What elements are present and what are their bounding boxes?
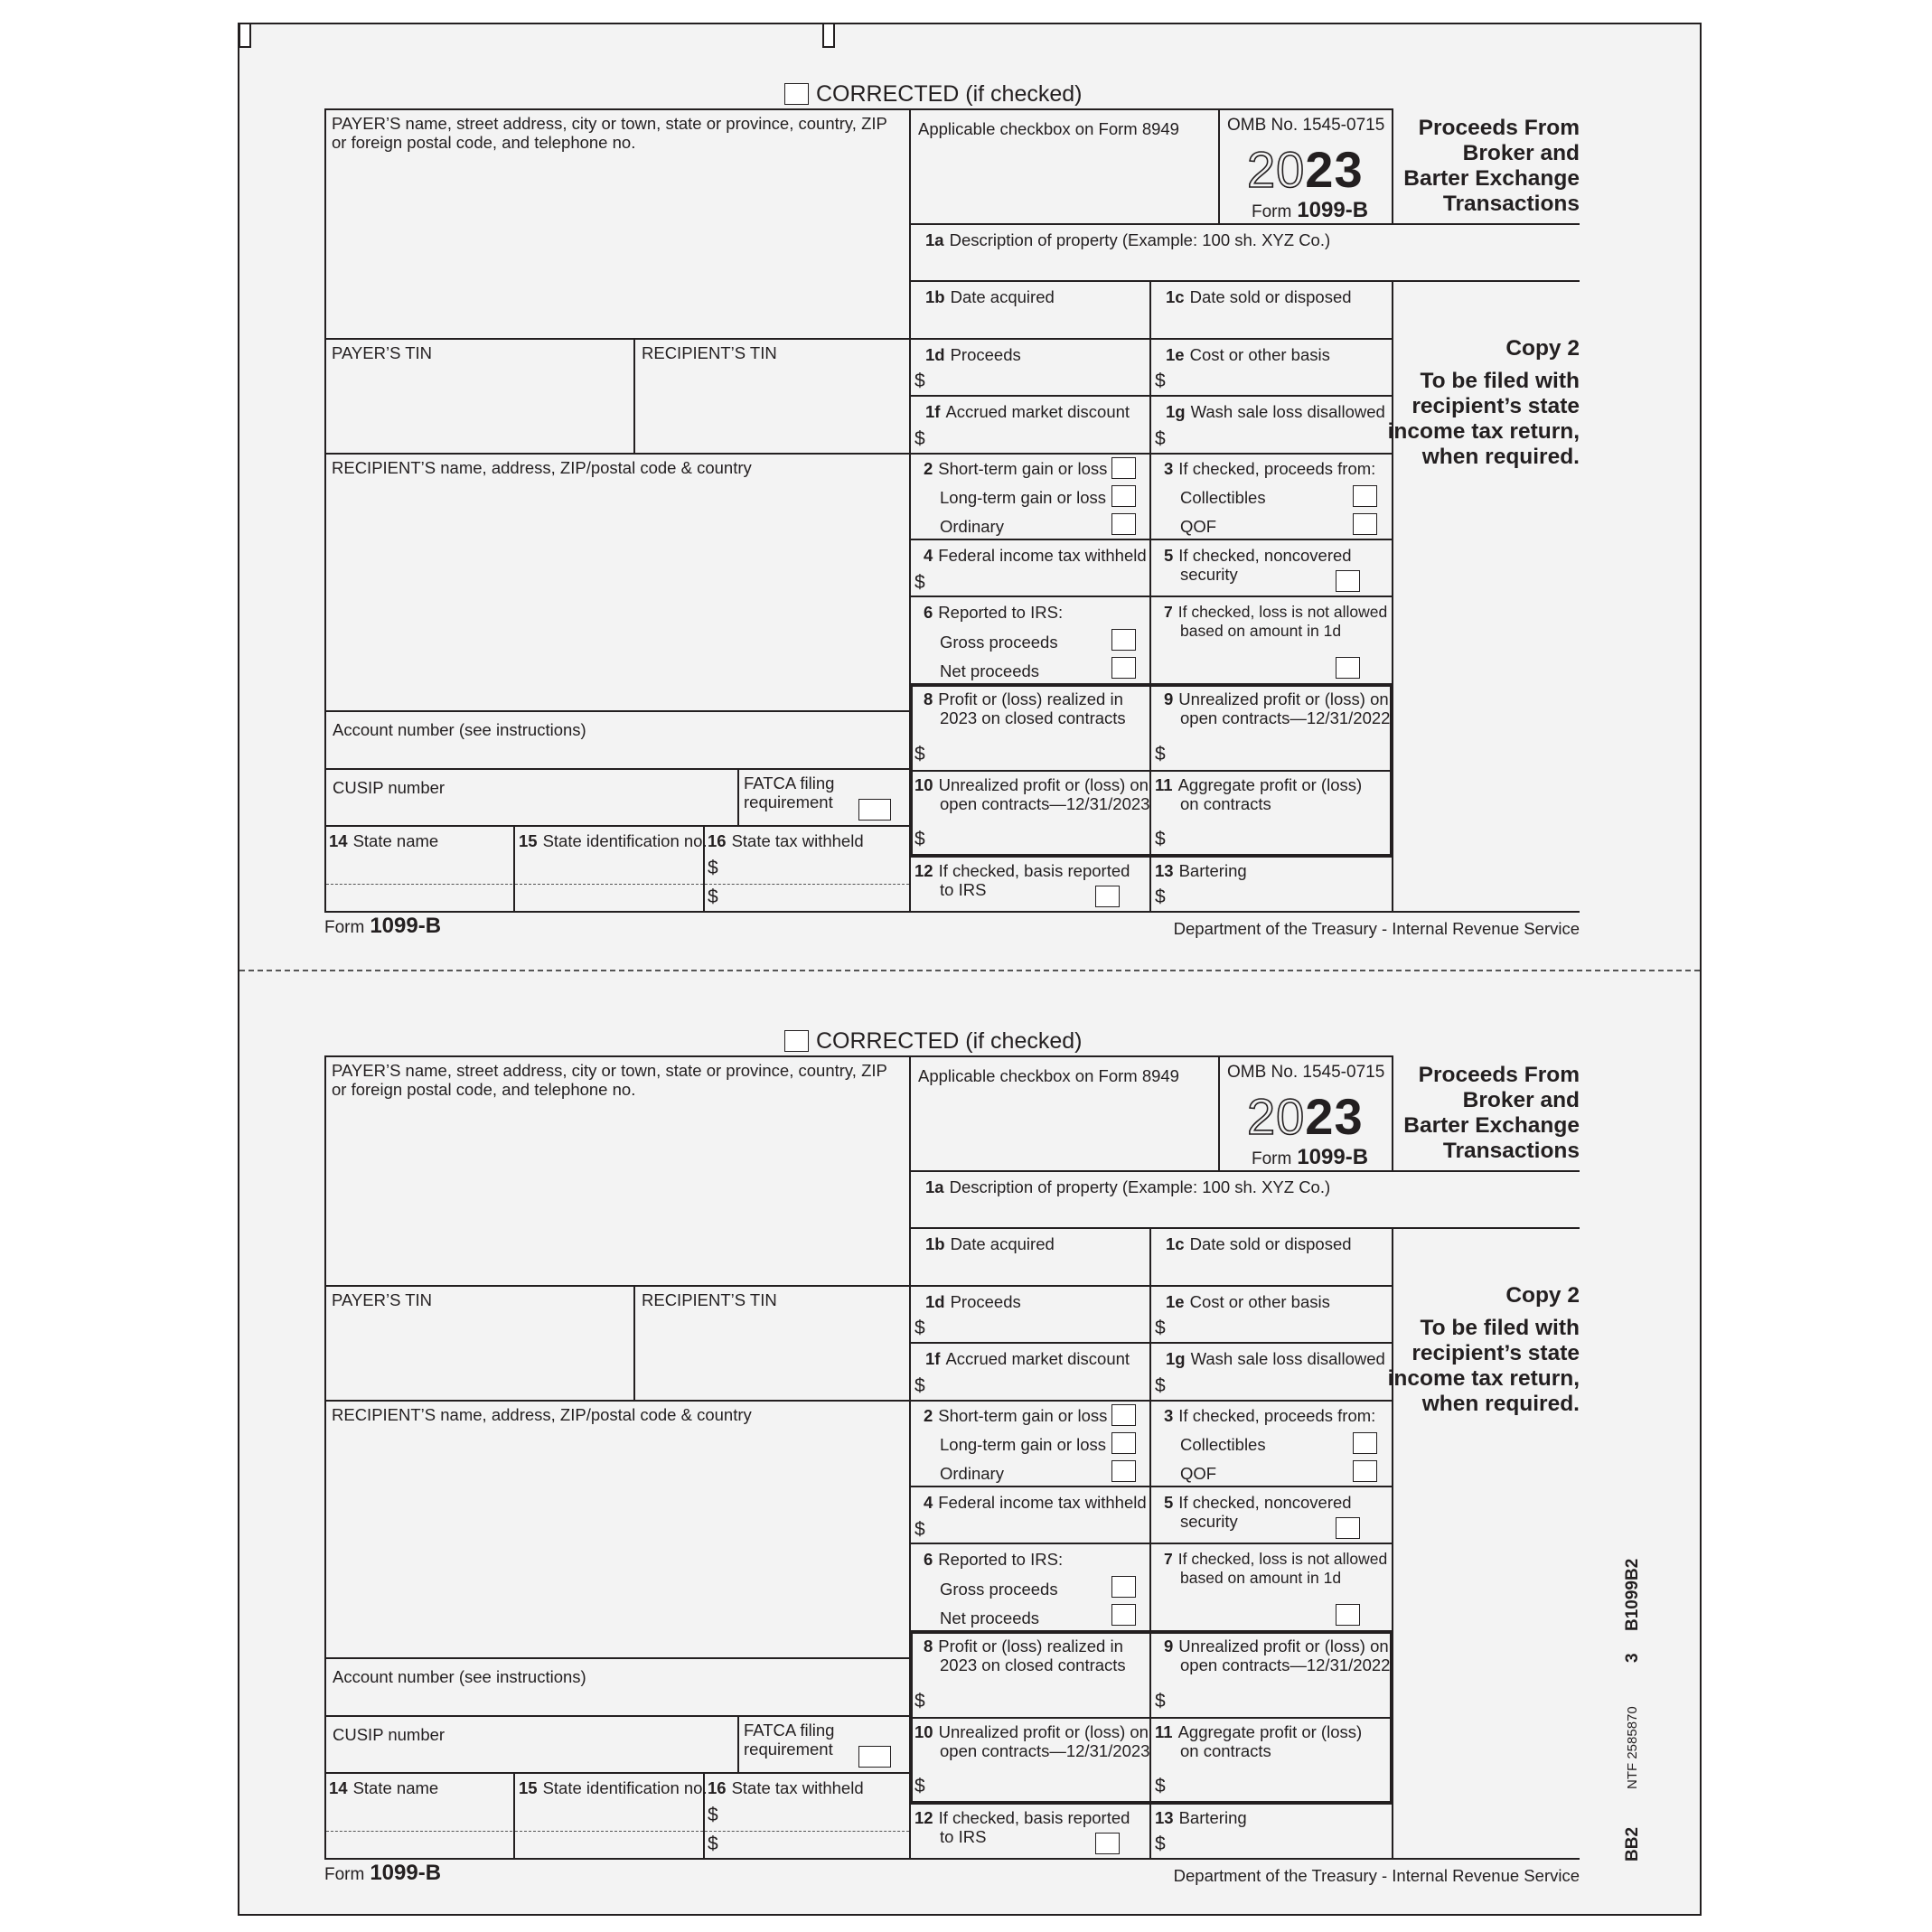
grid-line	[324, 1400, 1393, 1402]
copy-designation	[1388, 1283, 1580, 1417]
box-2-number: 2	[924, 1406, 933, 1425]
grid-line	[909, 1802, 1393, 1804]
form-title-line: Broker and	[1462, 1088, 1580, 1112]
form-number-header	[1252, 198, 1369, 222]
dollar-sign: $	[914, 1519, 925, 1540]
dashed-divider	[515, 1831, 703, 1832]
box-11-label: Aggregate profit or (loss)	[1177, 1722, 1363, 1741]
box-11-number: 11	[1155, 1722, 1173, 1741]
box-3-number: 3	[1164, 1406, 1174, 1425]
box-9-label-2: open contracts—12/31/2022	[1180, 708, 1391, 727]
box-5-label-2: security	[1180, 1512, 1238, 1531]
box-12-label: If checked, basis reported	[938, 861, 1130, 880]
box-10-label-2: open contracts—12/31/2023	[940, 794, 1150, 813]
applicable-checkbox-label: Applicable checkbox on Form 8949	[918, 119, 1179, 138]
box-7-label: If checked, loss is not allowed	[1177, 1550, 1388, 1568]
grid-line	[324, 1657, 911, 1659]
box-6-gross-label: Gross proceeds	[940, 1580, 1058, 1599]
grid-line	[909, 539, 1393, 540]
box-3-number: 3	[1164, 459, 1174, 478]
dollar-sign: $	[1155, 1375, 1166, 1396]
form-title-line: Barter Exchange	[1403, 1113, 1580, 1138]
fatca-label: FATCA filing	[744, 774, 835, 792]
grid-line	[909, 1486, 1393, 1487]
box-9-label: Unrealized profit or (loss) on	[1178, 689, 1389, 708]
short-term-checkbox[interactable]	[1111, 1404, 1136, 1426]
payer-name-label: PAYER’S name, street address, city or town, state or province, country, ZIP	[332, 1061, 887, 1080]
box-16-number: 16	[708, 1778, 727, 1797]
payer-name-label: PAYER’S name, street address, city or town, state or province, country, ZIP	[332, 114, 887, 133]
form-title-line: Barter Exchange	[1403, 166, 1580, 191]
grid-line	[513, 1772, 515, 1860]
grid-line	[324, 911, 1580, 913]
box-1d-number: 1d	[925, 345, 945, 364]
tax-year	[1247, 141, 1364, 198]
grid-line	[909, 1717, 1393, 1719]
box-15-label: State identification no.	[542, 1778, 708, 1797]
copy-instruction-line: recipient’s state	[1411, 394, 1580, 418]
grid-line	[1218, 108, 1220, 224]
form-number: 1099-B	[1297, 198, 1369, 222]
grid-line	[909, 280, 1580, 282]
copy-instruction-line: when required.	[1421, 445, 1580, 469]
grid-line	[513, 825, 515, 913]
box-1b-number: 1b	[925, 1234, 945, 1253]
box-13-label: Bartering	[1178, 861, 1247, 880]
payer-tin-label: PAYER’S TIN	[332, 1290, 433, 1309]
dollar-sign: $	[708, 886, 718, 907]
grid-line	[324, 1772, 911, 1774]
dollar-sign: $	[1155, 829, 1166, 849]
dollar-sign: $	[914, 572, 925, 593]
grid-line	[1218, 1055, 1220, 1171]
box-3-label: If checked, proceeds from:	[1178, 459, 1376, 478]
box-9-number: 9	[1164, 1637, 1174, 1655]
box-1c-number: 1c	[1166, 1234, 1185, 1253]
payer-name-label-2: or foreign postal code, and telephone no.	[332, 133, 636, 152]
loss-not-allowed-checkbox[interactable]	[1336, 1604, 1360, 1626]
collectibles-checkbox[interactable]	[1353, 1432, 1377, 1454]
box-1c-label: Date sold or disposed	[1189, 287, 1352, 306]
box-1g-number: 1g	[1166, 402, 1186, 421]
box-1f-number: 1f	[925, 402, 941, 421]
payer-tin-label: PAYER’S TIN	[332, 343, 433, 362]
box-1d-number: 1d	[925, 1292, 945, 1311]
box-1c-number: 1c	[1166, 287, 1185, 306]
box-11-label: Aggregate profit or (loss)	[1177, 775, 1363, 794]
department-label: Department of the Treasury - Internal Revenue Service	[1173, 1866, 1580, 1885]
box-1g-number: 1g	[1166, 1349, 1186, 1368]
gross-proceeds-checkbox[interactable]	[1111, 1576, 1136, 1598]
dollar-sign: $	[914, 1318, 925, 1338]
qof-checkbox[interactable]	[1353, 1460, 1377, 1482]
box-7-label-2: based on amount in 1d	[1180, 1569, 1342, 1587]
dollar-sign: $	[708, 1834, 718, 1854]
account-number-label: Account number (see instructions)	[333, 1667, 586, 1686]
dollar-sign: $	[914, 1691, 925, 1712]
box-3-collectibles-label: Collectibles	[1180, 1435, 1266, 1454]
box-9-label-2: open contracts—12/31/2022	[1180, 1655, 1391, 1674]
box-3-qof-label: QOF	[1180, 1464, 1217, 1483]
dollar-sign: $	[1155, 1776, 1166, 1796]
grid-line	[324, 1055, 326, 1860]
dollar-sign: $	[914, 744, 925, 764]
copy-designation	[1388, 336, 1580, 470]
box-4-number: 4	[924, 546, 933, 565]
box-12-number: 12	[914, 861, 933, 880]
box-15-label: State identification no.	[542, 831, 708, 850]
dollar-sign: $	[708, 858, 718, 878]
payer-name-label-2: or foreign postal code, and telephone no.	[332, 1080, 636, 1099]
box-14-label: State name	[352, 831, 439, 850]
fatca-checkbox[interactable]	[858, 799, 891, 821]
ordinary-checkbox[interactable]	[1111, 513, 1136, 535]
dashed-divider	[326, 1831, 512, 1832]
box-3-label: If checked, proceeds from:	[1178, 1406, 1376, 1425]
dollar-sign: $	[914, 829, 925, 849]
short-term-checkbox[interactable]	[1111, 457, 1136, 479]
grid-line	[909, 1227, 1580, 1229]
box-6-number: 6	[924, 603, 933, 622]
box-8-label: Profit or (loss) realized in	[938, 1637, 1123, 1655]
box-16-label: State tax withheld	[731, 831, 864, 850]
box-8-label-2: 2023 on closed contracts	[940, 708, 1126, 727]
cusip-label: CUSIP number	[333, 1725, 445, 1744]
box-8-label-2: 2023 on closed contracts	[940, 1655, 1126, 1674]
ordinary-checkbox[interactable]	[1111, 1460, 1136, 1482]
box-7-number: 7	[1164, 1550, 1173, 1568]
form-title-line: Proceeds From	[1418, 1063, 1580, 1087]
box-8-label: Profit or (loss) realized in	[938, 689, 1123, 708]
form-code: B1099B2	[1623, 1558, 1642, 1631]
copy-instruction-line: To be filed with	[1420, 1316, 1580, 1340]
box-6-number: 6	[924, 1550, 933, 1569]
dollar-sign: $	[1155, 744, 1166, 764]
box-1b-label: Date acquired	[950, 1234, 1055, 1253]
dashed-divider	[705, 1831, 909, 1832]
box-1a-number: 1a	[925, 1177, 944, 1196]
grid-line	[909, 223, 1580, 225]
corrected-checkbox[interactable]	[784, 83, 809, 105]
ntf-code: NTF 2585870	[1625, 1706, 1640, 1789]
tax-year-outline: 20	[1247, 141, 1306, 198]
box-8-number: 8	[924, 1637, 933, 1655]
box-1e-label: Cost or other basis	[1189, 345, 1330, 364]
grid-line	[324, 825, 911, 827]
footer-form-id: 1099-B	[370, 914, 442, 938]
box-11-label-2: on contracts	[1180, 1741, 1271, 1760]
box-5-number: 5	[1164, 546, 1174, 565]
grid-line	[324, 338, 1393, 340]
box-11-number: 11	[1155, 775, 1173, 794]
box-3-collectibles-label: Collectibles	[1180, 488, 1266, 507]
grid-line	[324, 1858, 1580, 1860]
form-1099b-copy	[0, 947, 1932, 1896]
grid-line	[324, 1055, 1393, 1057]
grid-line	[324, 768, 911, 770]
grid-line	[324, 710, 911, 712]
footer-form-number	[324, 916, 441, 938]
grid-line	[909, 108, 911, 913]
box-5-label: If checked, noncovered	[1178, 1493, 1352, 1512]
box-1d-label: Proceeds	[950, 345, 1021, 364]
tax-year-bold: 23	[1305, 1088, 1364, 1145]
copy-instruction-line: income tax return,	[1387, 1366, 1580, 1391]
form-code-digit: 3	[1623, 1653, 1642, 1663]
recipient-tin-label: RECIPIENT’S TIN	[642, 343, 777, 362]
box-1f-label: Accrued market discount	[945, 402, 1130, 421]
box-7-number: 7	[1164, 603, 1173, 621]
box-6-label: Reported to IRS:	[938, 603, 1064, 622]
loss-not-allowed-checkbox[interactable]	[1336, 657, 1360, 679]
box-10-number: 10	[914, 775, 933, 794]
recipient-name-label: RECIPIENT’S name, address, ZIP/postal code & country	[332, 458, 752, 477]
grid-line	[909, 1543, 1393, 1544]
long-term-checkbox[interactable]	[1111, 1432, 1136, 1454]
omb-number: OMB No. 1545-0715	[1227, 1063, 1385, 1082]
box-4-label: Federal income tax withheld	[938, 1493, 1147, 1512]
grid-line	[909, 855, 1393, 857]
form-title-line: Transactions	[1442, 1139, 1580, 1163]
grid-line	[909, 770, 1393, 772]
box-15-number: 15	[519, 831, 538, 850]
form-word: Form	[1252, 202, 1292, 221]
box-2-ordinary-label: Ordinary	[940, 1464, 1004, 1483]
box-6-gross-label: Gross proceeds	[940, 633, 1058, 652]
box-7-label: If checked, loss is not allowed	[1177, 603, 1388, 621]
form-title	[1403, 1063, 1580, 1164]
box-4-number: 4	[924, 1493, 933, 1512]
tax-year-bold: 23	[1305, 141, 1364, 198]
form-number: 1099-B	[1297, 1145, 1369, 1169]
box-14-label: State name	[352, 1778, 439, 1797]
box-5-number: 5	[1164, 1493, 1174, 1512]
box-14-number: 14	[329, 831, 348, 850]
grid-line	[909, 395, 1393, 397]
box-3-qof-label: QOF	[1180, 517, 1217, 536]
box-5-label-2: security	[1180, 565, 1238, 584]
dollar-sign: $	[914, 1375, 925, 1396]
dollar-sign: $	[914, 1776, 925, 1796]
dollar-sign: $	[1155, 1318, 1166, 1338]
box-1c-label: Date sold or disposed	[1189, 1234, 1352, 1253]
grid-line	[737, 768, 739, 827]
form-number-header	[1252, 1145, 1369, 1169]
copy-instruction-line: income tax return,	[1387, 419, 1580, 444]
gross-proceeds-checkbox[interactable]	[1111, 629, 1136, 651]
grid-line	[1392, 108, 1393, 224]
dollar-sign: $	[914, 428, 925, 449]
copy-title: Copy 2	[1505, 336, 1580, 361]
box-14-number: 14	[329, 1778, 348, 1797]
box-10-label-2: open contracts—12/31/2023	[940, 1741, 1150, 1760]
corrected-label: CORRECTED (if checked)	[816, 1028, 1083, 1054]
net-proceeds-checkbox[interactable]	[1111, 1604, 1136, 1626]
form-1099b-copy	[0, 0, 1932, 949]
dollar-sign: $	[1155, 886, 1166, 907]
box-1e-label: Cost or other basis	[1189, 1292, 1330, 1311]
box-1d-label: Proceeds	[950, 1292, 1021, 1311]
grid-line	[324, 453, 1393, 455]
grid-line	[1392, 1055, 1393, 1171]
copy-instruction-line: when required.	[1421, 1392, 1580, 1416]
box-16-label: State tax withheld	[731, 1778, 864, 1797]
form-title-line: Broker and	[1462, 141, 1580, 165]
box-2-short-term-label: Short-term gain or loss	[938, 1406, 1108, 1425]
box-9-number: 9	[1164, 689, 1174, 708]
footer-form-id: 1099-B	[370, 1861, 442, 1885]
tax-year	[1247, 1088, 1364, 1145]
recipient-name-label: RECIPIENT’S name, address, ZIP/postal code & country	[332, 1405, 752, 1424]
grid-line	[324, 1285, 1393, 1287]
box-7-label-2: based on amount in 1d	[1180, 622, 1342, 640]
box-1a-number: 1a	[925, 230, 944, 249]
grid-line	[324, 108, 1393, 110]
box-9-label: Unrealized profit or (loss) on	[1178, 1637, 1389, 1655]
noncovered-checkbox[interactable]	[1336, 1517, 1360, 1539]
box-13-number: 13	[1155, 861, 1174, 880]
footer-form-word: Form	[324, 918, 365, 937]
box-6-net-label: Net proceeds	[940, 1608, 1040, 1627]
department-label: Department of the Treasury - Internal Revenue Service	[1173, 919, 1580, 938]
box-8-number: 8	[924, 689, 933, 708]
box-12-label: If checked, basis reported	[938, 1808, 1130, 1827]
collectibles-checkbox[interactable]	[1353, 485, 1377, 507]
applicable-checkbox-label: Applicable checkbox on Form 8949	[918, 1066, 1179, 1085]
copy-instruction-line: recipient’s state	[1411, 1341, 1580, 1365]
grid-line	[324, 1715, 911, 1717]
box-13-label: Bartering	[1178, 1808, 1247, 1827]
box-2-short-term-label: Short-term gain or loss	[938, 459, 1108, 478]
box-11-label-2: on contracts	[1180, 794, 1271, 813]
corrected-checkbox[interactable]	[784, 1030, 809, 1052]
grid-line	[324, 108, 326, 913]
box-1e-number: 1e	[1166, 345, 1185, 364]
copy-title: Copy 2	[1505, 1283, 1580, 1308]
fatca-label-2: requirement	[744, 792, 833, 811]
box-2-ordinary-label: Ordinary	[940, 517, 1004, 536]
grid-line	[633, 338, 635, 454]
box-1e-number: 1e	[1166, 1292, 1185, 1311]
box-16-number: 16	[708, 831, 727, 850]
recipient-tin-label: RECIPIENT’S TIN	[642, 1290, 777, 1309]
grid-line	[909, 1170, 1580, 1172]
box-5-label: If checked, noncovered	[1178, 546, 1352, 565]
form-title	[1403, 116, 1580, 217]
box-6-net-label: Net proceeds	[940, 661, 1040, 680]
box-12-number: 12	[914, 1808, 933, 1827]
box-4-label: Federal income tax withheld	[938, 546, 1147, 565]
omb-number: OMB No. 1545-0715	[1227, 116, 1385, 135]
box-10-label: Unrealized profit or (loss) on	[938, 775, 1149, 794]
form-title-line: Transactions	[1442, 192, 1580, 216]
bb2-code: BB2	[1623, 1826, 1642, 1862]
long-term-checkbox[interactable]	[1111, 485, 1136, 507]
noncovered-checkbox[interactable]	[1336, 570, 1360, 592]
box-1g-label: Wash sale loss disallowed	[1190, 402, 1385, 421]
grid-line	[909, 596, 1393, 597]
dashed-divider	[705, 884, 909, 885]
account-number-label: Account number (see instructions)	[333, 720, 586, 739]
box-12-label-2: to IRS	[940, 1827, 987, 1846]
tax-year-outline: 20	[1247, 1088, 1306, 1145]
qof-checkbox[interactable]	[1353, 513, 1377, 535]
grid-line	[909, 1055, 911, 1860]
footer-form-number	[324, 1863, 441, 1885]
box-2-long-term-label: Long-term gain or loss	[940, 488, 1107, 507]
form-title-line: Proceeds From	[1418, 116, 1580, 140]
grid-line	[633, 1285, 635, 1401]
box-1a-label: Description of property (Example: 100 sh. XYZ Co.)	[949, 1177, 1331, 1196]
box-12-label-2: to IRS	[940, 880, 987, 899]
box-1b-number: 1b	[925, 287, 945, 306]
fatca-label: FATCA filing	[744, 1721, 835, 1740]
box-1f-label: Accrued market discount	[945, 1349, 1130, 1368]
net-proceeds-checkbox[interactable]	[1111, 657, 1136, 679]
fatca-checkbox[interactable]	[858, 1746, 891, 1768]
form-word: Form	[1252, 1149, 1292, 1168]
dashed-divider	[515, 884, 703, 885]
box-10-label: Unrealized profit or (loss) on	[938, 1722, 1149, 1741]
dollar-sign: $	[914, 370, 925, 391]
dollar-sign: $	[1155, 428, 1166, 449]
box-1b-label: Date acquired	[950, 287, 1055, 306]
basis-reported-checkbox[interactable]	[1095, 1833, 1120, 1854]
box-15-number: 15	[519, 1778, 538, 1797]
dollar-sign: $	[1155, 1834, 1166, 1854]
copy-instruction-line: To be filed with	[1420, 369, 1580, 393]
box-1a-label: Description of property (Example: 100 sh. XYZ Co.)	[949, 230, 1331, 249]
cusip-label: CUSIP number	[333, 778, 445, 797]
grid-line	[737, 1715, 739, 1774]
box-6-label: Reported to IRS:	[938, 1550, 1064, 1569]
dollar-sign: $	[1155, 1691, 1166, 1712]
dashed-divider	[326, 884, 512, 885]
basis-reported-checkbox[interactable]	[1095, 886, 1120, 907]
box-13-number: 13	[1155, 1808, 1174, 1827]
box-2-long-term-label: Long-term gain or loss	[940, 1435, 1107, 1454]
box-2-number: 2	[924, 459, 933, 478]
box-10-number: 10	[914, 1722, 933, 1741]
box-1f-number: 1f	[925, 1349, 941, 1368]
dollar-sign: $	[708, 1805, 718, 1825]
box-1g-label: Wash sale loss disallowed	[1190, 1349, 1385, 1368]
fatca-label-2: requirement	[744, 1740, 833, 1758]
dollar-sign: $	[1155, 370, 1166, 391]
footer-form-word: Form	[324, 1865, 365, 1884]
grid-line	[909, 1342, 1393, 1344]
corrected-label: CORRECTED (if checked)	[816, 81, 1083, 107]
